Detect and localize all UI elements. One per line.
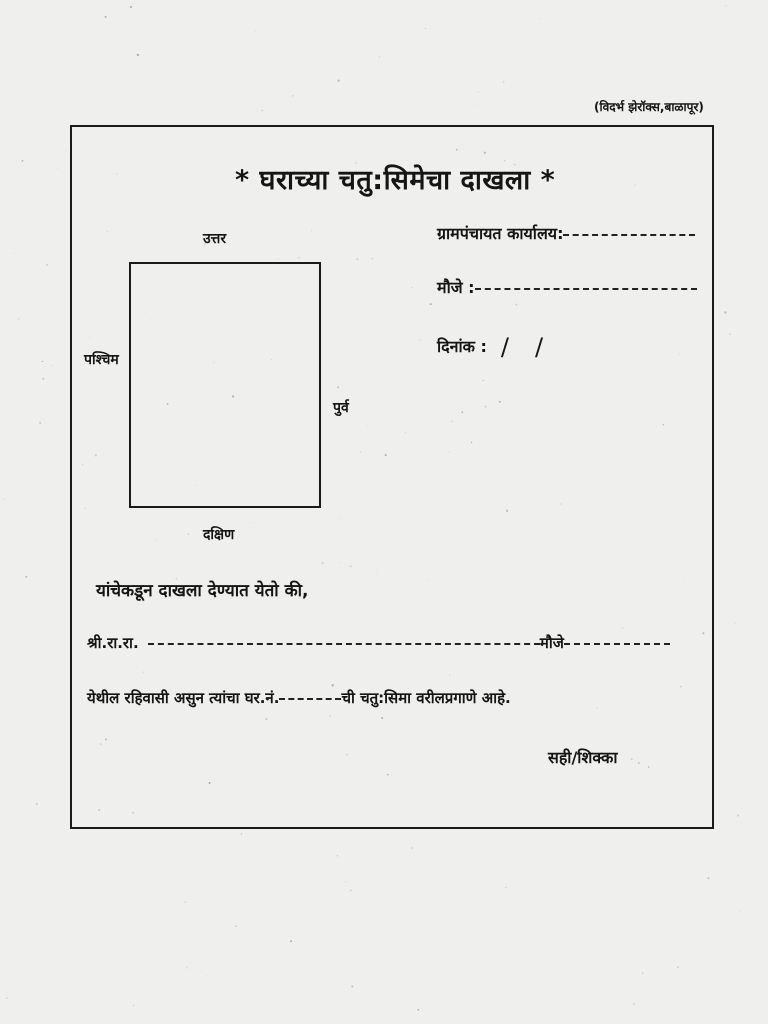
residence-text: येथील रहिवासी असुन त्यांचा घर.नं. <box>87 689 280 707</box>
office-label: ग्रामपंचायत कार्यालय: <box>437 224 564 243</box>
mouje-second-blank[interactable] <box>564 643 670 645</box>
office-field <box>437 222 695 244</box>
direction-north: उत्तर <box>203 231 227 247</box>
name-prefix: श्री.रा.रा. <box>87 634 139 652</box>
signature-stamp-label: सही/शिक्का <box>548 748 618 767</box>
name-line <box>87 633 670 653</box>
house-number-blank[interactable] <box>279 698 341 700</box>
publisher-label: (विदर्भ झेरॉक्स,बाळापूर) <box>594 100 704 114</box>
mouje-second-label: मौजे <box>539 634 564 652</box>
direction-south: दक्षिण <box>203 527 235 543</box>
office-blank[interactable] <box>563 234 695 236</box>
name-blank[interactable] <box>148 643 540 645</box>
boundary-sketch-box[interactable] <box>129 262 321 508</box>
mouje-label: मौजे : <box>437 278 475 297</box>
direction-east: पुर्व <box>333 400 349 416</box>
mouje-field <box>437 276 697 298</box>
date-separator-2: / <box>535 333 544 361</box>
house-number-line <box>87 688 511 708</box>
direction-west: पश्चिम <box>84 352 119 368</box>
certificate-intro-line: यांचेकडून दाखला देण्यात येतो की, <box>96 581 309 601</box>
date-separator-1: / <box>500 333 510 361</box>
date-label: दिनांक : <box>437 337 487 356</box>
date-field <box>437 333 543 361</box>
boundary-statement: ची चतु:सिमा वरीलप्रगाणे आहे. <box>341 689 511 707</box>
mouje-blank[interactable] <box>475 288 697 290</box>
certificate-title: * घराच्या चतु:सिमेचा दाखला * <box>235 165 556 196</box>
